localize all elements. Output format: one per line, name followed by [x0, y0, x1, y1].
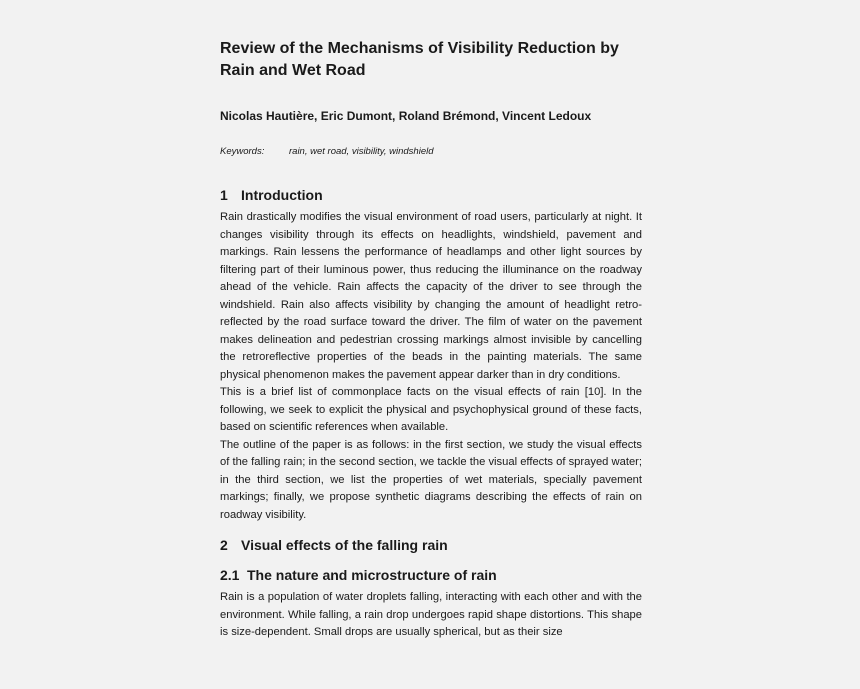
paragraph: This is a brief list of commonplace facts on the visual effects of rain [10]. In the following, we seek to explicit the physical and psychophysical ground of these facts, based on scientific references when available.: [220, 386, 642, 433]
author-list: Nicolas Hautière, Eric Dumont, Roland Brémond, Vincent Ledoux: [220, 109, 592, 123]
paragraph: The outline of the paper is as follows: in the first section, we study the visual effects of the falling rain; in the second section, we tackle the visual effects of sprayed water; in the third section, we list the properties of wet materials, specially pavement markings; finally, we propose synthetic diagrams describing the effects of rain on roadway visibility.: [220, 438, 642, 521]
section-heading-falling-rain: [220, 536, 642, 554]
section-number: 2: [220, 537, 228, 553]
section-number: 1: [220, 187, 228, 203]
paper-page: [220, 38, 642, 642]
keywords-line: [220, 145, 642, 158]
paragraph: Rain is a population of water droplets falling, interacting with each other and with the environment. While falling, a rain drop undergoes rapid shape distortions. This shape is size-dependent. Small drops are usually spherical, but as their size: [220, 591, 642, 638]
subsection-title: The nature and microstructure of rain: [247, 567, 497, 583]
keywords-label: Keywords:: [220, 146, 265, 157]
subsection-heading-nature-of-rain: [220, 566, 642, 584]
paragraph: Rain drastically modifies the visual environment of road users, particularly at night. It changes visibility through its effects on headlights, windshield, pavement and markings. Rain lessens the performance of headlamps and other light sources by filtering part of their luminous power, thus reducing the illuminance on the roadway ahead of the vehicle. Rain affects the capacity of the driver to see through the windshield. Rain also affects visibility by changing the amount of headlight retro-reflected by the road surface toward the driver. The film of water on the pavement makes delineation and pedestrian crossing markings almost invisible by cancelling the retroreflective properties of the beads in the painting materials. The same physical phenomenon makes the pavement appear darker than in dry conditions.: [220, 211, 642, 381]
keywords-value: rain, wet road, visibility, windshield: [289, 146, 434, 157]
section-heading-introduction: [220, 186, 642, 204]
subsection-number: 2.1: [220, 567, 240, 583]
paper-title: Review of the Mechanisms of Visibility Reduction by Rain and Wet Road: [220, 40, 619, 79]
section-title: Introduction: [241, 187, 323, 203]
section-title: Visual effects of the falling rain: [241, 537, 448, 553]
